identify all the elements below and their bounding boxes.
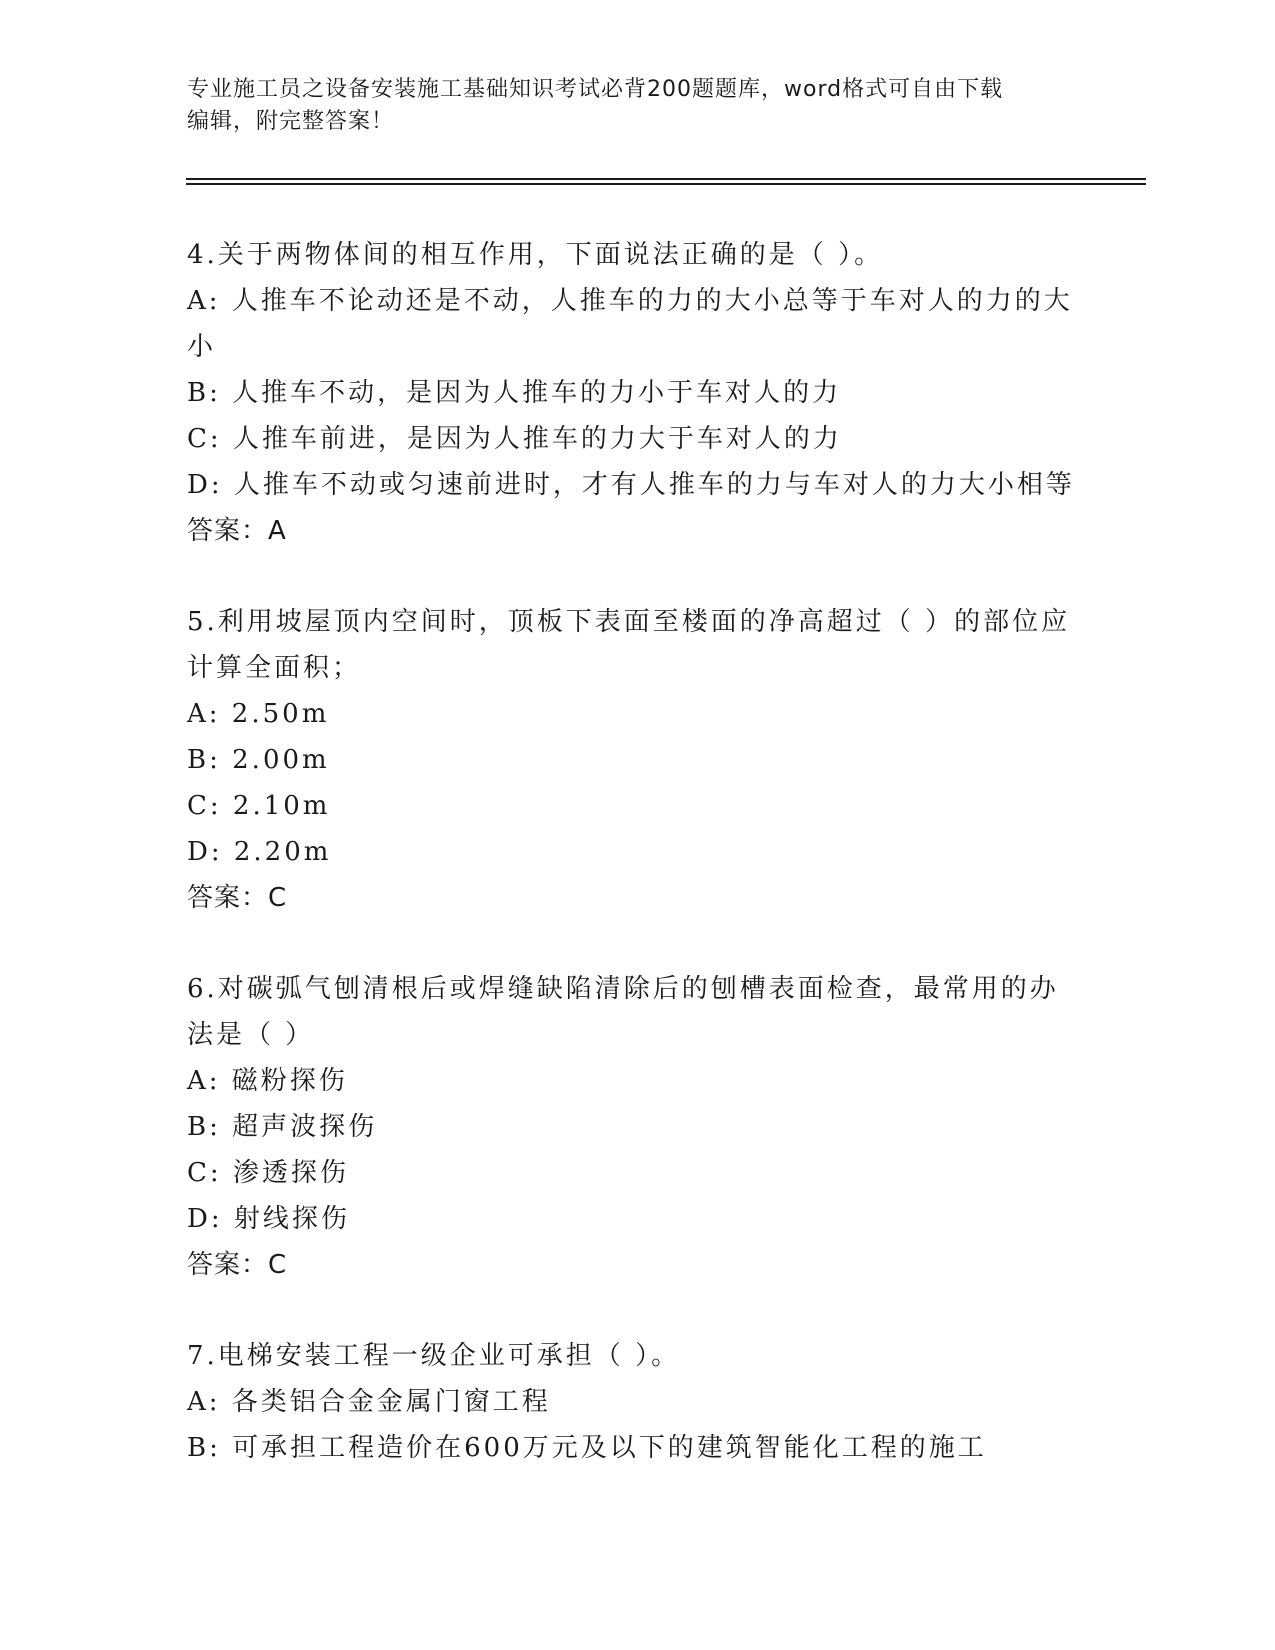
option-c: C: 人推车前进，是因为人推车的力大于车对人的力 [187,424,842,454]
header-divider-top [186,178,1146,180]
option-b: B: 2.00m [187,745,330,775]
option-d: D: 2.20m [187,837,332,867]
option-c: C: 2.10m [187,791,331,821]
header-line-1: 专业施工员之设备安装施工基础知识考试必背200题题库，word格式可自由下载 [187,77,1004,102]
option-b: B: 可承担工程造价在600万元及以下的建筑智能化工程的施工 [187,1433,987,1463]
question-4 [187,232,1087,554]
question-stem [187,232,1087,278]
stem-line: 4.关于两物体间的相互作用，下面说法正确的是（ ）。 [187,240,884,270]
option-a-continued: 小 [187,332,217,362]
option-a: A: 2.50m [187,699,330,729]
option-c: C: 渗透探伤 [187,1158,349,1188]
question-list [187,232,1087,1516]
option-d: D: 射线探伤 [187,1204,350,1234]
option-a: A: 人推车不论动还是不动，人推车的力的大小总等于车对人的力的大 [187,286,1073,316]
stem-line: 5.利用坡屋顶内空间时，顶板下表面至楼面的净高超过（ ）的部位应 [187,607,1071,637]
option-a: A: 各类铝合金金属门窗工程 [187,1387,551,1417]
answer-label: 答案：C [187,883,288,913]
stem-line: 6.对碳弧气刨清根后或焊缝缺陷清除后的刨槽表面检查，最常用的办 [187,974,1059,1004]
header-divider-bottom [186,183,1146,185]
question-6 [187,966,1087,1288]
header-line-2: 编辑，附完整答案！ [187,109,395,134]
document-header [187,74,1087,138]
option-a: A: 磁粉探伤 [187,1066,348,1096]
question-stem [187,1333,1087,1379]
question-7 [187,1333,1087,1471]
option-b: B: 人推车不动，是因为人推车的力小于车对人的力 [187,378,842,408]
answer-label: 答案：C [187,1250,288,1280]
answer-label: 答案：A [187,516,287,546]
question-stem [187,966,1087,1058]
question-stem [187,599,1087,691]
stem-line: 法是（ ） [187,1020,315,1050]
option-d: D: 人推车不动或匀速前进时，才有人推车的力与车对人的力大小相等 [187,470,1075,500]
stem-line: 计算全面积； [187,653,362,683]
option-b: B: 超声波探伤 [187,1112,378,1142]
stem-line: 7.电梯安装工程一级企业可承担（ ）。 [187,1341,681,1371]
question-5 [187,599,1087,921]
